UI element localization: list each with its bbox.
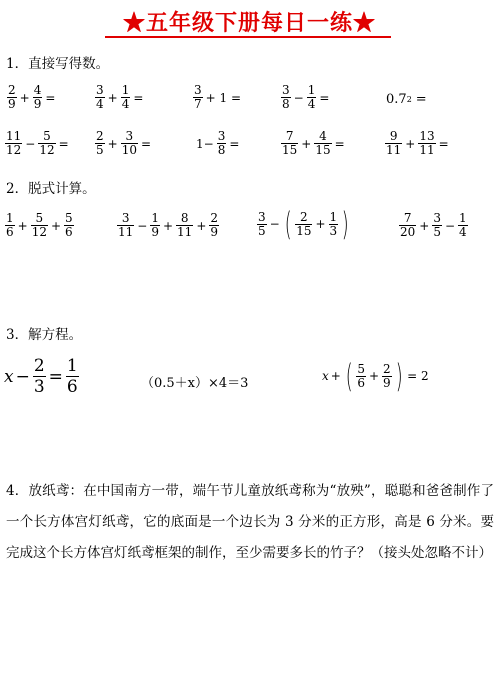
calc-problem-2: $\frac{3}{11}$ − $\frac{1}{9}$ + $\frac{8}{11}$ + $\frac{2}{9}$ xyxy=(118,211,219,239)
word-problem-kite: 4．放纸鸢：在中国南方一带，端午节儿童放纸鸢称为“放殃”，聪聪和爸爸制作了一个长方体宫灯纸鸢，它的底面是一个边长为 3 分米的正方形，高是 6 分米。要完成这个长方体宫灯纸鸢框架的制作，至少需要多长的竹子？（接头处忽略不计） xyxy=(6,483,494,561)
problem-1-8: 1− $\frac{3}{8}$ = xyxy=(196,129,240,157)
page-title: ★五年级下册每日一练★ xyxy=(122,10,376,36)
problem-1-1: $\frac{2}{9}$ + $\frac{4}{9}$ = xyxy=(8,83,56,111)
problem-1-4: $\frac{3}{8}$ − $\frac{1}{4}$ = xyxy=(282,83,330,111)
calc-problem-1: $\frac{1}{6}$ + $\frac{5}{12}$ + $\frac{5}{6}$ xyxy=(6,211,73,239)
problem-1-10: $\frac{9}{11}$ + $\frac{13}{11}$ = xyxy=(386,129,449,157)
calc-problem-3: $\frac{3}{5}$ − ( $\frac{2}{15}$ + $\frac{1}{3}$ ) xyxy=(258,205,349,243)
section2-heading: 2．脱式计算。 xyxy=(6,181,96,197)
right-paren: ) xyxy=(395,357,403,395)
problem-1-7: $\frac{2}{5}$ + $\frac{3}{10}$ = xyxy=(96,129,152,157)
problem-1-5: 0.7 2 = xyxy=(386,92,427,107)
section3-heading: 3．解方程。 xyxy=(6,327,83,343)
calc-problem-4: $\frac{7}{20}$ + $\frac{3}{5}$ − $\frac{1}{4}$ xyxy=(400,211,467,239)
left-paren: ( xyxy=(284,205,292,243)
title-underline xyxy=(105,36,391,38)
problem-1-3: $\frac{3}{7}$ + 1 = xyxy=(194,83,242,111)
problem-1-6: $\frac{11}{12}$ − $\frac{5}{12}$ = xyxy=(6,129,69,157)
left-paren: ( xyxy=(345,357,353,395)
problem-1-9: $\frac{7}{15}$ + $\frac{4}{15}$ = xyxy=(282,129,345,157)
section1-heading: 1．直接写得数。 xyxy=(6,56,110,72)
equation-1: x − $\frac{2}{3}$ = $\frac{1}{6}$ xyxy=(4,356,78,397)
fraction: $\frac{4}{9}$ xyxy=(33,83,42,111)
problem-1-2: $\frac{3}{4}$ + $\frac{1}{4}$ = xyxy=(96,83,144,111)
fraction: $\frac{2}{9}$ xyxy=(8,83,16,111)
equation-2: （0.5＋x）×4＝3 xyxy=(141,376,249,391)
equation-3: x + ( $\frac{5}{6}$ + $\frac{2}{9}$ ) = 2 xyxy=(322,357,429,395)
right-paren: ) xyxy=(341,205,349,243)
